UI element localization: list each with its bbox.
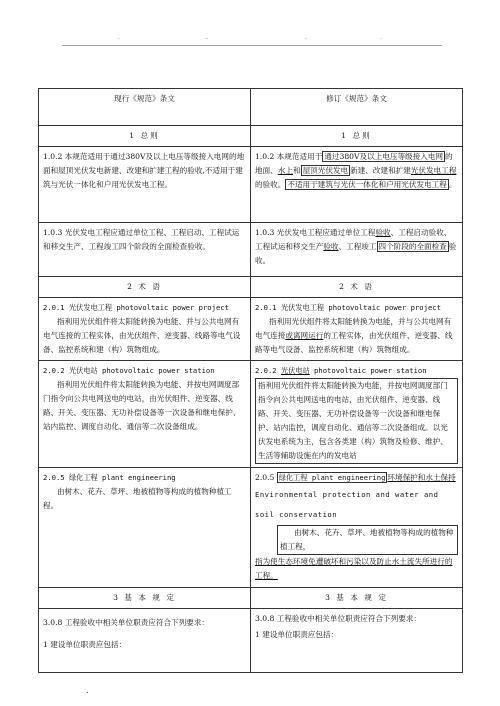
revised-term-2-0-2	[251, 361, 463, 468]
clause-text: 新建、改建和扩建	[350, 166, 411, 175]
clause-text: 的地面、	[255, 152, 453, 175]
header-mark: ·	[118, 36, 120, 43]
table-row	[39, 223, 463, 277]
section-row-basic-provisions	[39, 588, 463, 609]
term-heading: 2.0.1 光伏发电工程 photovoltaic power project	[255, 303, 441, 312]
current-term-2-0-2	[39, 361, 251, 468]
highlighted-text: 不适用于建筑与光伏一体化和户用光伏发电工程	[287, 180, 447, 189]
table-row	[39, 361, 463, 468]
clause-text: 1.0.2 本规范适用于	[255, 152, 323, 161]
section-title: 3 基 本 规 定	[39, 588, 251, 609]
term-number: 2.0.5	[255, 473, 277, 482]
term-heading: 2.0.2 光伏电站 photovoltaic power station	[43, 366, 215, 375]
term-definition: 指利用光伏组件将太阳能转换为电能、并按电网调度部门指令向公共电网送电的电站，由光伏组件、逆变器、线路、开关、变压器、无功补偿设备等一次设备和继电保护、站内监控、调度自动化、通信等二次设备组成。	[43, 380, 241, 431]
current-clause-1-0-3: 1.0.3 光伏发电工程应通过单位工程、工程启动、工程试运和移交生产、工程竣工四个阶段的全面检查验收。	[39, 223, 251, 277]
term-heading: 2.0.1 光伏发电工程 photovoltaic power project	[43, 303, 229, 312]
added-text: 光伏电站	[280, 366, 310, 375]
comparison-table	[38, 88, 463, 673]
current-column-header: 现行《规范》条文	[39, 89, 251, 126]
section-title: 2 术 语	[251, 277, 463, 298]
revised-clause-1-0-3	[251, 223, 463, 277]
highlighted-definition: 指利用光伏组件将太阳能转换为电能，并按电网调度部门指令向公共电网送电的电站，由光伏组件、逆变器、线路、开关、变压器、无功补偿设备等一次设备和继电保护、站内监控，调度自动化、通信等二次设备组成。以光伏发电系统为主，包含各类建（构）筑物及检修、维护、生活等辅助设施在内的发电站	[255, 378, 458, 464]
revised-clause-1-0-2	[251, 147, 463, 223]
revised-clause-3-0-8	[251, 609, 463, 673]
header-mark: ··	[205, 36, 209, 43]
term-heading	[255, 471, 458, 485]
added-text: 验收	[323, 242, 339, 251]
term-definition	[255, 315, 458, 357]
clause-text: 3.0.8 工程验收中相关单位职责应符合下列要求：	[43, 618, 210, 627]
clause-text: 3.0.8 工程验收中相关单位职责应符合下列要求：	[255, 614, 422, 623]
current-clause-1-0-2: 1.0.2 本规范适用于通过380V及以上电压等级接入电网的地面和屋顶光伏发电新建、改建和扩建工程的验收,不适用于建筑与光伏一体化和户用光伏发电工程。	[39, 147, 251, 223]
added-text: 环境保护和水土保持	[387, 473, 456, 482]
revised-column-header: 修订《规范》条文	[251, 89, 463, 126]
added-text: 水上	[277, 166, 293, 175]
clause-text: 验收。	[255, 242, 457, 265]
added-text: 或离网运行	[285, 331, 324, 340]
clause-text: 1.0.3 光伏发电工程应通过单位工程	[255, 228, 376, 237]
section-title: 3 基 本 规 定	[251, 588, 463, 609]
current-term-2-0-5	[39, 468, 251, 588]
added-text: 光伏发电工程	[410, 166, 457, 175]
term-definition: 指利用光伏组件将太阳能转换为电能、并与公共电网有电气连接的工程实体，由光伏组件、逆变器、线路等电气设备、监控系统和建（构）筑物组成。	[43, 317, 241, 354]
highlighted-definition: 由树木、花卉、草坪、地被植物等构成的植物种植工程，	[277, 525, 458, 555]
clause-text: 的验收。	[255, 180, 286, 189]
term-number: 2.0.2	[255, 366, 281, 375]
table-row	[39, 609, 463, 673]
header-mark: ·	[305, 36, 307, 43]
highlighted-text: 屋顶光伏发电	[302, 166, 349, 175]
footer-mark: .	[86, 686, 89, 695]
clause-text: 、工程启动验收、工程试运和移交生产	[255, 228, 452, 251]
current-term-2-0-1	[39, 298, 251, 361]
clause-text: 、工程竣工	[338, 242, 377, 251]
highlighted-text: 绿化工程 plant engineering	[278, 473, 386, 482]
current-clause-3-0-8	[39, 609, 251, 673]
section-title: 2 术 语	[39, 277, 251, 298]
section-title: 1 总则	[251, 126, 463, 147]
table-row	[39, 298, 463, 361]
section-row-general	[39, 126, 463, 147]
highlighted-text: 通过380V及以上电压等级接入电网	[324, 152, 444, 161]
table-row	[39, 147, 463, 223]
definition-text: 指利用光伏组件将太阳能转换为电能，并与公共电网有电气连接	[255, 317, 452, 340]
added-text: 验收	[375, 228, 391, 237]
clause-text: 。	[448, 180, 457, 189]
header-mark: ·	[380, 36, 382, 43]
clause-text: 1 建设单位职责应包括：	[43, 640, 127, 649]
definition-text: 的工程实体，由光伏组件、逆变器、线路等电气设备、监控系统和建（构）筑物组成。	[255, 331, 453, 354]
section-title: 1 总则	[39, 126, 251, 147]
header-rule	[62, 45, 442, 46]
highlighted-text: 四个阶段的全面检查	[378, 242, 447, 251]
term-definition: 由树木、花卉、草坪、地被植物等构成的植物种植工程。	[43, 487, 232, 510]
added-text: 指为使生态环境免遭破坏和污染以及防止水土流失所进行的工程。	[255, 557, 453, 580]
clause-text: 和	[292, 166, 301, 175]
clause-text: 1 建设单位职责应包括：	[255, 630, 339, 639]
term-english: photovoltaic power station	[309, 366, 427, 375]
revised-term-2-0-5	[251, 468, 463, 588]
term-english: Environmental protection and water and soil conservation	[255, 490, 439, 519]
term-heading: 2.0.5 绿化工程 plant engineering	[43, 473, 176, 482]
table-header-row	[39, 89, 463, 126]
revised-term-2-0-1	[251, 298, 463, 361]
section-row-terms	[39, 277, 463, 298]
table-row	[39, 468, 463, 588]
term-heading	[255, 364, 458, 378]
